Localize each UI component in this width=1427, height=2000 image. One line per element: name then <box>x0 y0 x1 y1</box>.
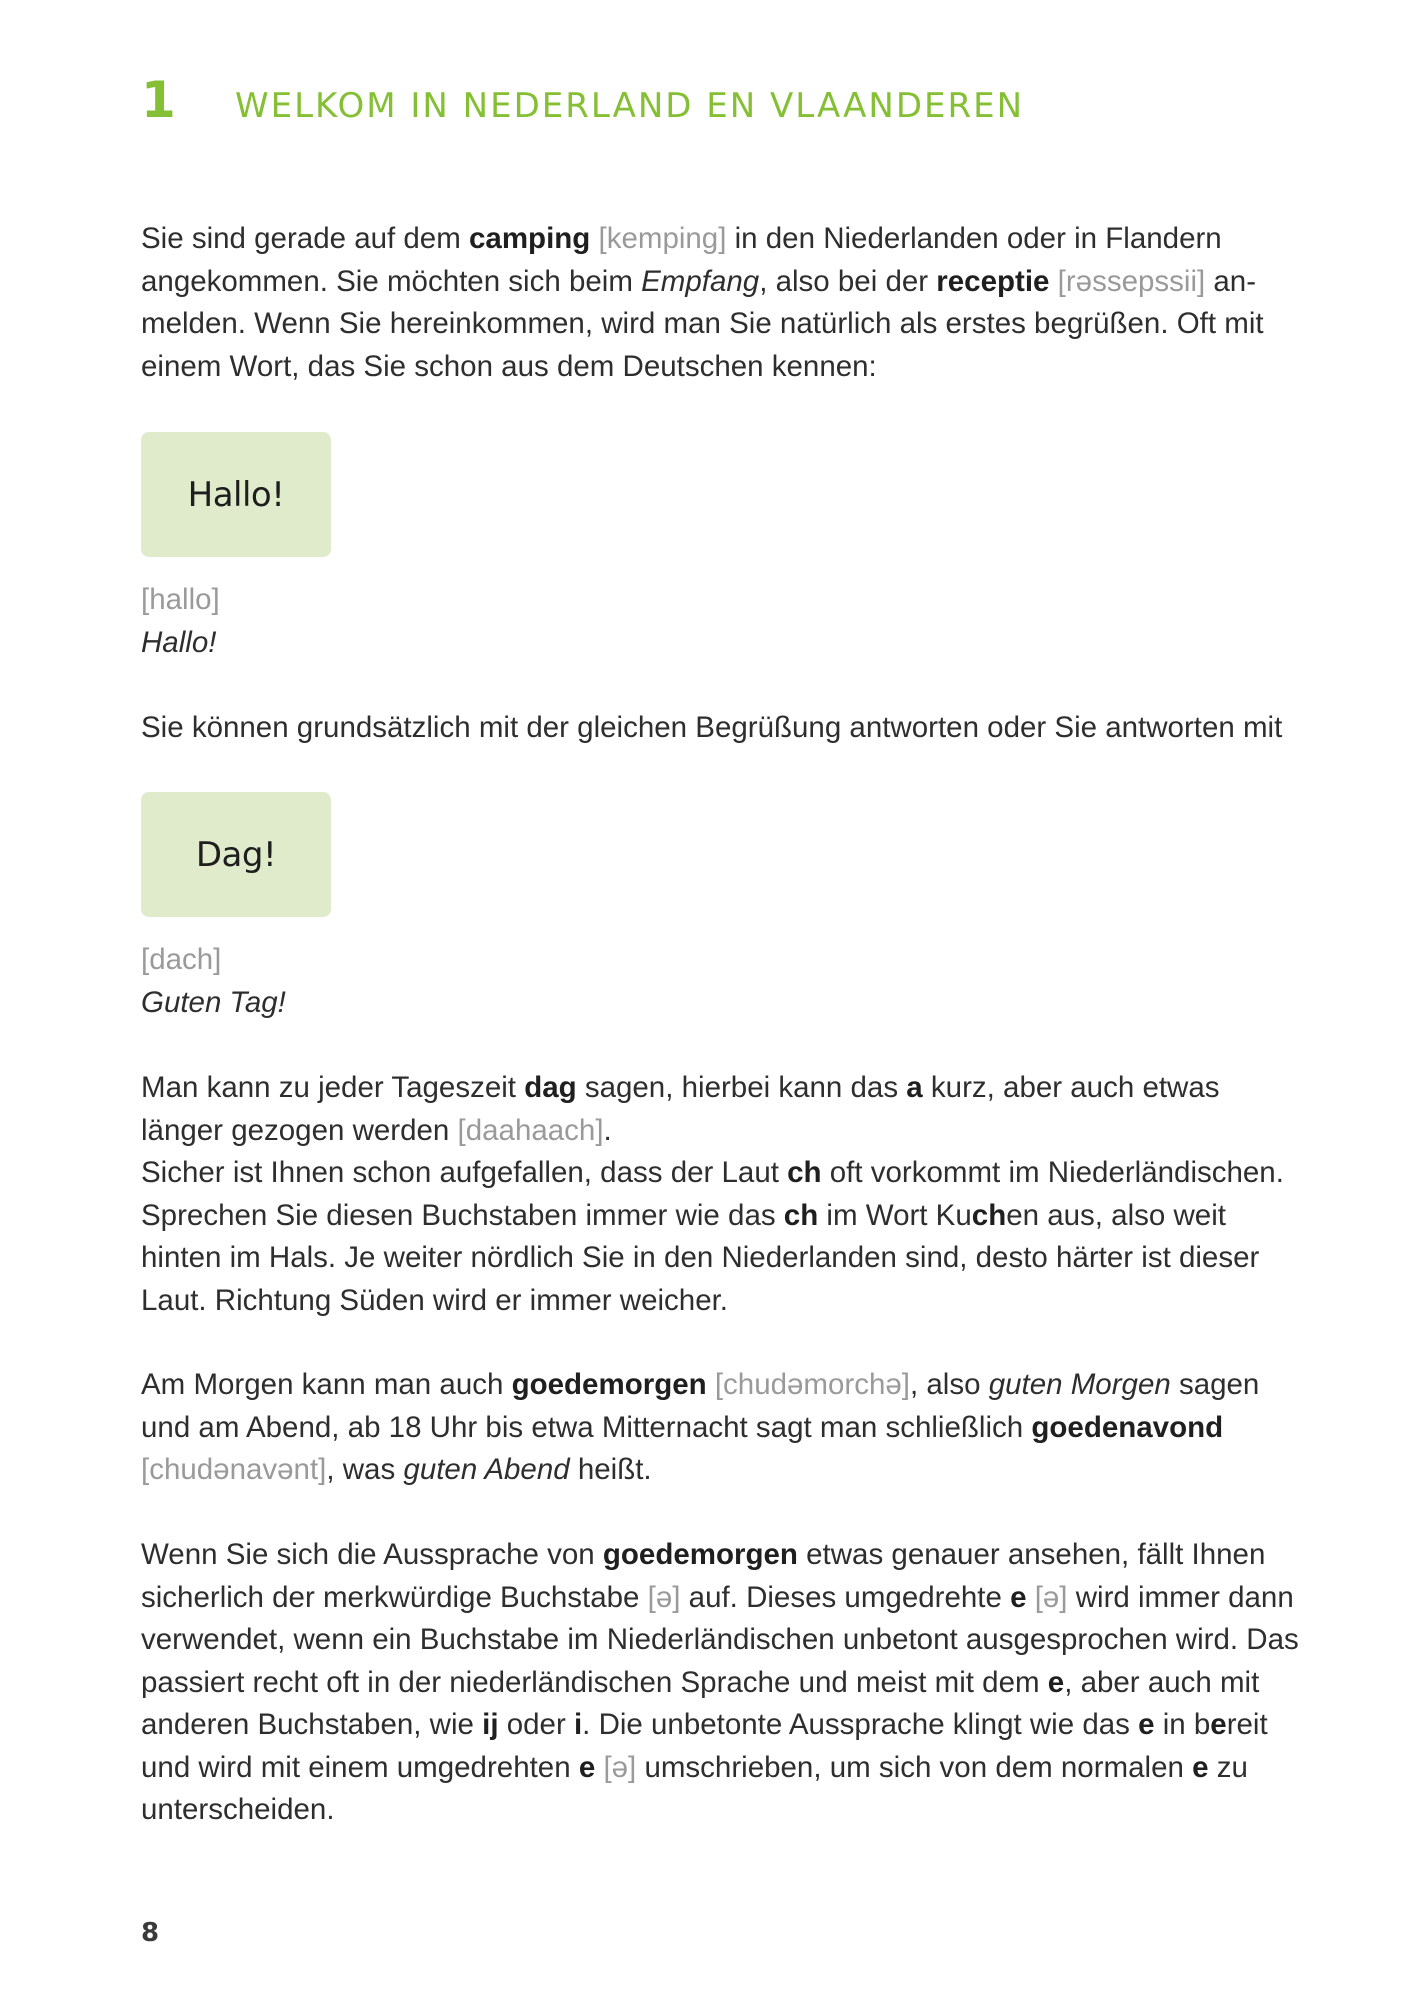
page-number: 8 <box>141 1918 160 1948</box>
vocab-word: Dag! <box>195 834 277 875</box>
vocab-word: Hallo! <box>187 474 285 515</box>
paragraph-schwa: Wenn Sie sich die Aussprache von goedemorgen etwas genauer ansehen, fällt Ihnen sicherlich der merkwürdige Buchstabe [ə] auf. Dieses umgedrehte e [ə] wird immer dann verwendet, wenn ein Buchstabe im Niederländischen unbetont ausgesprochen wird. Das passiert recht oft in der niederländischen Sprache und meist mit dem e, aber auch mit anderen Buchstaben, wie ij oder i. Die unbetonte Aussprache klingt wie das e in bereit und wird mit einem umgedrehten e [ə] umschrieben, um sich von dem normalen e zu unterscheiden. <box>141 1538 1299 1826</box>
chapter-title: WELKOM IN NEDERLAND EN VLAANDEREN <box>235 86 1025 126</box>
pronunciation: [hallo] <box>141 583 220 616</box>
translation: Guten Tag! <box>141 985 286 1019</box>
paragraph-answer: Sie können grundsätzlich mit der gleichen Begrüßung antworten oder Sie antworten mit <box>141 711 1283 744</box>
pronunciation: [ə] <box>1034 1580 1068 1614</box>
term-receptie: receptie <box>936 264 1050 298</box>
vocab-gloss-hallo <box>141 579 220 664</box>
pronunciation: [chudəmorchə] <box>714 1368 910 1401</box>
pronunciation: [chudənavənt] <box>141 1453 327 1486</box>
pronunciation: [ə] <box>603 1750 637 1784</box>
pronunciation: [daahaach] <box>457 1113 604 1147</box>
term-camping: camping <box>469 222 591 255</box>
paragraph-goedemorgen: Am Morgen kann man auch goedemorgen [chudəmorchə], also guten Morgen sagen und am Abend, ab 18 Uhr bis etwa Mitternacht sagt man schließlich goedenavond [chudənavənt], was guten Abend heißt. <box>141 1368 1260 1486</box>
vocab-box-dag <box>141 792 331 917</box>
translation: Hallo! <box>141 625 217 659</box>
pronunciation: [rəssepssii] <box>1057 264 1206 298</box>
chapter-number: 1 <box>141 71 176 129</box>
pronunciation: [kemping] <box>598 222 727 255</box>
pronunciation: [ə] <box>647 1580 681 1614</box>
chapter-header <box>141 70 1024 130</box>
vocab-gloss-dag <box>141 939 286 1024</box>
translation-term: Empfang <box>641 264 760 298</box>
paragraph-dag: Man kann zu jeder Tageszeit dag sagen, hierbei kann das a kurz, aber auch etwas länger gezogen werden [daahaach]. Sicher ist Ihnen schon aufgefallen, dass der Laut ch oft vorkommt im Niederländischen. Sprechen Sie diesen Buchstaben immer wie das ch im Wort Kuchen aus, also weit hinten im Hals. Je weiter nördlich Sie in den Niederlanden sind, desto härter ist dieser Laut. Richtung Süden wird er immer weicher. <box>141 1071 1284 1317</box>
paragraph-intro: Sie sind gerade auf dem camping [kemping] in den Niederlanden oder in Flandern angekommen. Sie möchten sich beim Empfang, also bei der receptie [rəssepssii] anmelden. Wenn Sie hereinkommen, wird man Sie natürlich als erstes begrüßen. Oft mit einem Wort, das Sie schon aus dem Deutschen kennen: <box>141 222 1264 383</box>
vocab-box-hallo <box>141 432 331 557</box>
pronunciation: [dach] <box>141 943 222 976</box>
